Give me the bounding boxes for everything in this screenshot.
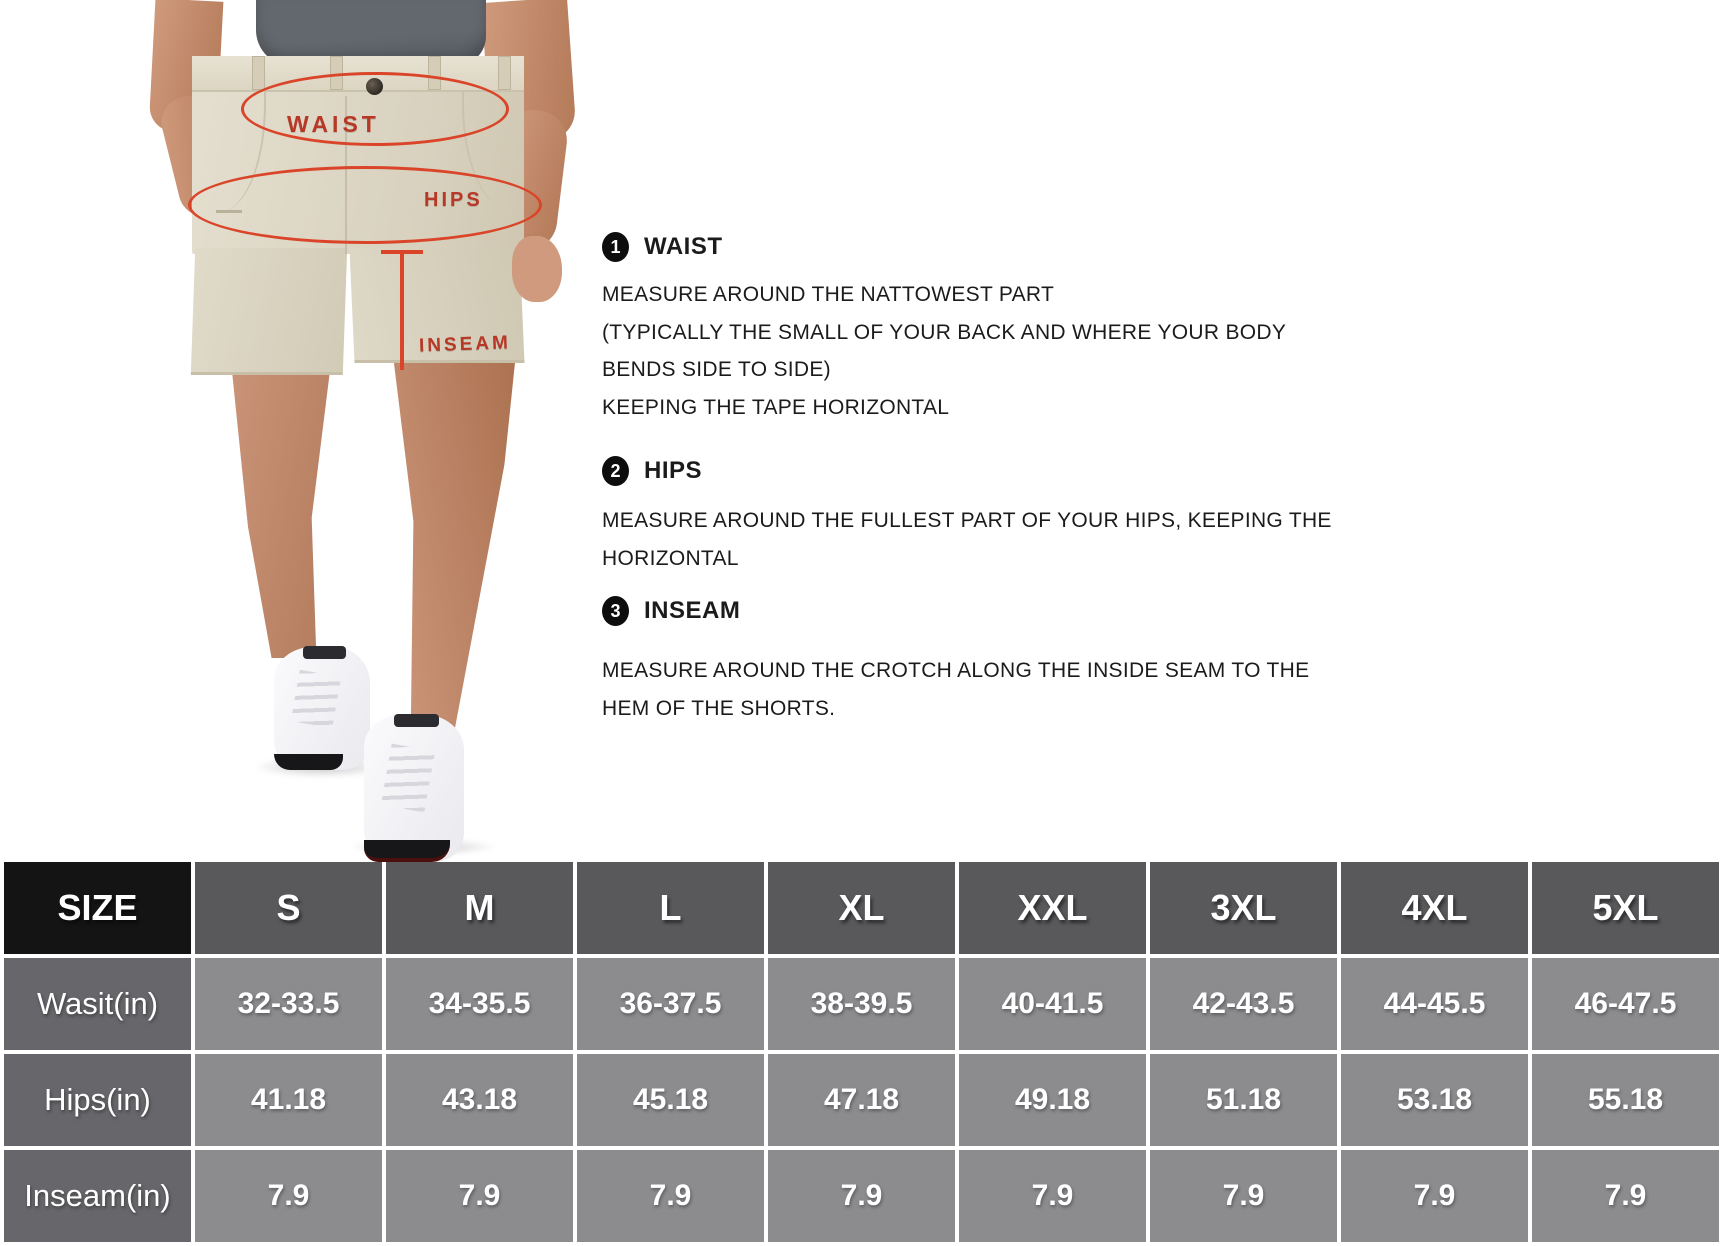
left-shoe [274,646,370,770]
size-chart-table [0,858,1723,1246]
product-photo [0,0,600,858]
belt-loop [252,56,265,90]
instruction-line: MEASURE AROUND THE FULLEST PART OF YOUR HIPS, KEEPING THE [602,509,1332,532]
size-chart-header-cell: XL [768,862,955,954]
step-1-number-icon: 1 [602,232,629,262]
hips-measure-ellipse [188,166,542,244]
model-left-leg [222,366,340,658]
size-chart-header-cell: 4XL [1341,862,1528,954]
size-chart-header-cell: 5XL [1532,862,1719,954]
size-chart-cell: 46-47.5 [1532,958,1719,1050]
instruction-line: BENDS SIDE TO SIDE) [602,358,831,381]
size-chart-row-label: Hips(in) [4,1054,191,1146]
instruction-title: HIPS [644,457,703,484]
size-chart-cell: 7.9 [768,1150,955,1242]
size-chart-cell: 49.18 [959,1054,1146,1146]
size-chart-header-cell: L [577,862,764,954]
size-chart-cell: 44-45.5 [1341,958,1528,1050]
instruction-line: KEEPING THE TAPE HORIZONTAL [602,395,950,419]
shoe-laces [381,743,435,812]
instruction-line: HORIZONTAL [602,546,739,570]
size-chart-cell: 7.9 [959,1150,1146,1242]
size-chart-cell: 38-39.5 [768,958,955,1050]
shoe-collar [394,714,439,727]
size-chart-header-cell: 3XL [1150,862,1337,954]
size-chart-header-cell: M [386,862,573,954]
instruction-section-waist [602,232,1382,426]
shorts-left-leg [191,248,347,375]
size-chart-cell: 41.18 [195,1054,382,1146]
shoe-collar [303,646,346,659]
size-chart-cell: 55.18 [1532,1054,1719,1146]
waist-annotation-label: WAIST [287,111,380,137]
size-chart-cell: 51.18 [1150,1054,1337,1146]
instruction-line: (TYPICALLY THE SMALL OF YOUR BACK AND WHERE YOUR BODY [602,320,1287,344]
shoe-laces [291,670,342,729]
instruction-section-inseam [602,596,1382,727]
size-chart-cell: 47.18 [768,1054,955,1146]
right-shoe [364,714,464,862]
size-chart-cell: 32-33.5 [195,958,382,1050]
inseam-measure-line [400,250,404,370]
shoe-sole [364,840,450,862]
instruction-title: INSEAM [644,597,741,624]
size-chart-row-label: Wasit(in) [4,958,191,1050]
instruction-section-hips [602,456,1382,577]
belt-loop [498,56,511,90]
inseam-annotation-label: INSEAM [418,332,512,357]
model-right-hand [512,236,562,302]
size-chart-header-cell: SIZE [4,862,191,954]
shoe-sole [274,754,343,770]
instruction-heading [602,456,1382,486]
size-chart-cell: 7.9 [577,1150,764,1242]
size-chart-cell: 7.9 [1150,1150,1337,1242]
size-chart-header-cell: S [195,862,382,954]
size-chart-cell: 36-37.5 [577,958,764,1050]
size-chart-cell: 43.18 [386,1054,573,1146]
size-chart-cell: 7.9 [195,1150,382,1242]
instruction-heading [602,596,1382,626]
size-chart-cell: 42-43.5 [1150,958,1337,1050]
instruction-line: MEASURE AROUND THE NATTOWEST PART [602,283,1055,306]
step-2-number-icon: 2 [602,456,629,486]
step-3-number-icon: 3 [602,596,629,626]
model-right-leg [390,352,520,728]
size-chart-cell: 53.18 [1341,1054,1528,1146]
size-chart-header-cell: XXL [959,862,1146,954]
instruction-line: HEM OF THE SHORTS. [602,696,836,720]
size-chart-cell: 7.9 [1532,1150,1719,1242]
size-chart-row-label: Inseam(in) [4,1150,191,1242]
instruction-title: WAIST [644,233,723,260]
instruction-line: MEASURE AROUND THE CROTCH ALONG THE INSIDE SEAM TO THE [602,659,1310,682]
size-chart-cell: 40-41.5 [959,958,1146,1050]
size-chart-cell: 45.18 [577,1054,764,1146]
instruction-heading [602,232,1382,262]
size-chart-cell: 7.9 [1341,1150,1528,1242]
size-chart-cell: 7.9 [386,1150,573,1242]
size-chart-cell: 34-35.5 [386,958,573,1050]
hips-annotation-label: HIPS [424,189,483,211]
